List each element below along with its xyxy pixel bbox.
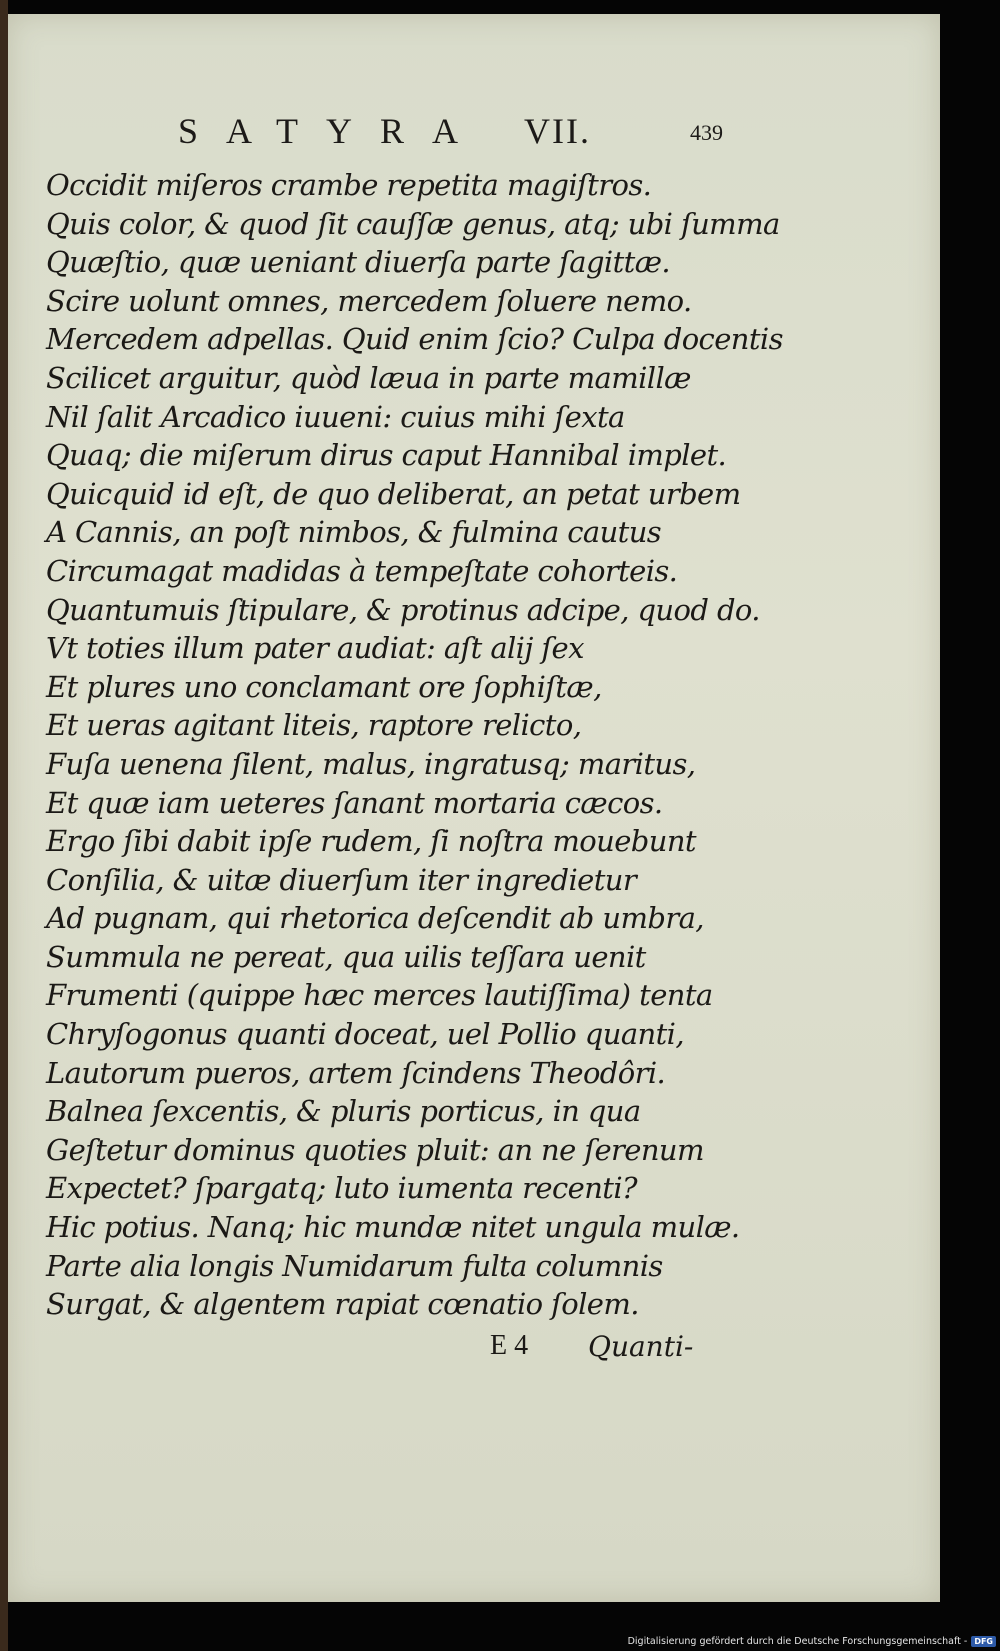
verse-line: Et plures uno conclamant ore ſophiſtæ, xyxy=(46,669,602,704)
verse-line: Quantumuis ſtipulare, & protinus adcipe, quod do. xyxy=(46,592,760,627)
verse-line: Chryſogonus quanti doceat, uel Pollio quanti, xyxy=(46,1017,684,1052)
digitization-credit xyxy=(560,1632,1000,1651)
verse-line: Quicquid id eſt, de quo deliberat, an petat urbem xyxy=(46,476,741,511)
verse-line: Et ueras agitant liteis, raptore relicto, xyxy=(46,708,582,743)
dfg-logo-icon: DFG xyxy=(971,1636,996,1647)
verse-line: Quæſtio, quæ ueniant diuerſa parte ſagittæ. xyxy=(46,245,670,280)
verse-text xyxy=(46,166,783,1324)
verse-line: Occidit miſeros crambe repetita magiſtros. xyxy=(46,168,652,202)
verse-line: Ergo ſibi dabit ipſe rudem, ſi noſtra mouebunt xyxy=(46,824,696,859)
digitization-credit-text: Digitalisierung gefördert durch die Deutsche Forschungsgemeinschaft - xyxy=(627,1636,968,1647)
running-head: SATYRA xyxy=(178,111,487,151)
verse-line: Scire uolunt omnes, mercedem ſoluere nemo. xyxy=(46,283,692,318)
verse-line: Expectet? ſpargatq; luto iumenta recenti? xyxy=(46,1171,637,1206)
verse-line: Geſtetur dominus quoties pluit: an ne ſerenum xyxy=(46,1132,704,1167)
verse-line: Mercedem adpellas. Quid enim ſcio? Culpa docentis xyxy=(46,322,783,357)
chapter-number: VII. xyxy=(524,111,591,151)
verse-line: Lautorum pueros, artem ſcindens Theodôri. xyxy=(46,1055,666,1090)
verse-line: Vt toties illum pater audiat: aſt alij ſex xyxy=(46,631,584,666)
verse-line: Frumenti (quippe hæc merces lautiſſima) tenta xyxy=(46,978,713,1013)
verse-line: Nil ſalit Arcadico iuueni: cuius mihi ſexta xyxy=(46,399,625,434)
verse-line: Quis color, & quod ſit cauſſæ genus, atq; ubi ſumma xyxy=(46,206,780,241)
page-footer xyxy=(468,1330,748,1374)
verse-line: Conſilia, & uitæ diuerſum iter ingredietur xyxy=(46,862,637,897)
catchword: Quanti- xyxy=(588,1330,694,1363)
page-header xyxy=(168,110,808,160)
verse-line: Hic potius. Nanq; hic mundæ nitet ungula mulæ. xyxy=(46,1210,740,1245)
verse-line: Circumagat madidas à tempeſtate cohorteis. xyxy=(46,553,678,588)
verse-line: Ad pugnam, qui rhetorica deſcendit ab umbra, xyxy=(46,901,704,936)
page-edge xyxy=(0,0,8,1651)
verse-line: Et quæ iam ueteres ſanant mortaria cæcos. xyxy=(46,785,663,820)
verse-line: A Cannis, an poſt nimbos, & fulmina cautus xyxy=(46,515,662,550)
verse-line: Summula ne pereat, qua uilis teſſara uenit xyxy=(46,939,646,974)
page-number: 439 xyxy=(690,120,723,145)
book-page xyxy=(8,14,940,1602)
signature-mark: E 4 xyxy=(490,1330,529,1361)
verse-line: Balnea ſexcentis, & pluris porticus, in qua xyxy=(46,1094,641,1129)
verse-line: Surgat, & algentem rapiat cœnatio ſolem. xyxy=(46,1287,639,1322)
verse-line: Fuſa uenena ſilent, malus, ingratusq; maritus, xyxy=(46,746,696,781)
verse-line: Quaq; die miſerum dirus caput Hannibal implet. xyxy=(46,438,727,473)
verse-line: Scilicet arguitur, quòd læua in parte mamillæ xyxy=(46,360,691,395)
verse-line: Parte alia longis Numidarum fulta columnis xyxy=(46,1248,663,1283)
